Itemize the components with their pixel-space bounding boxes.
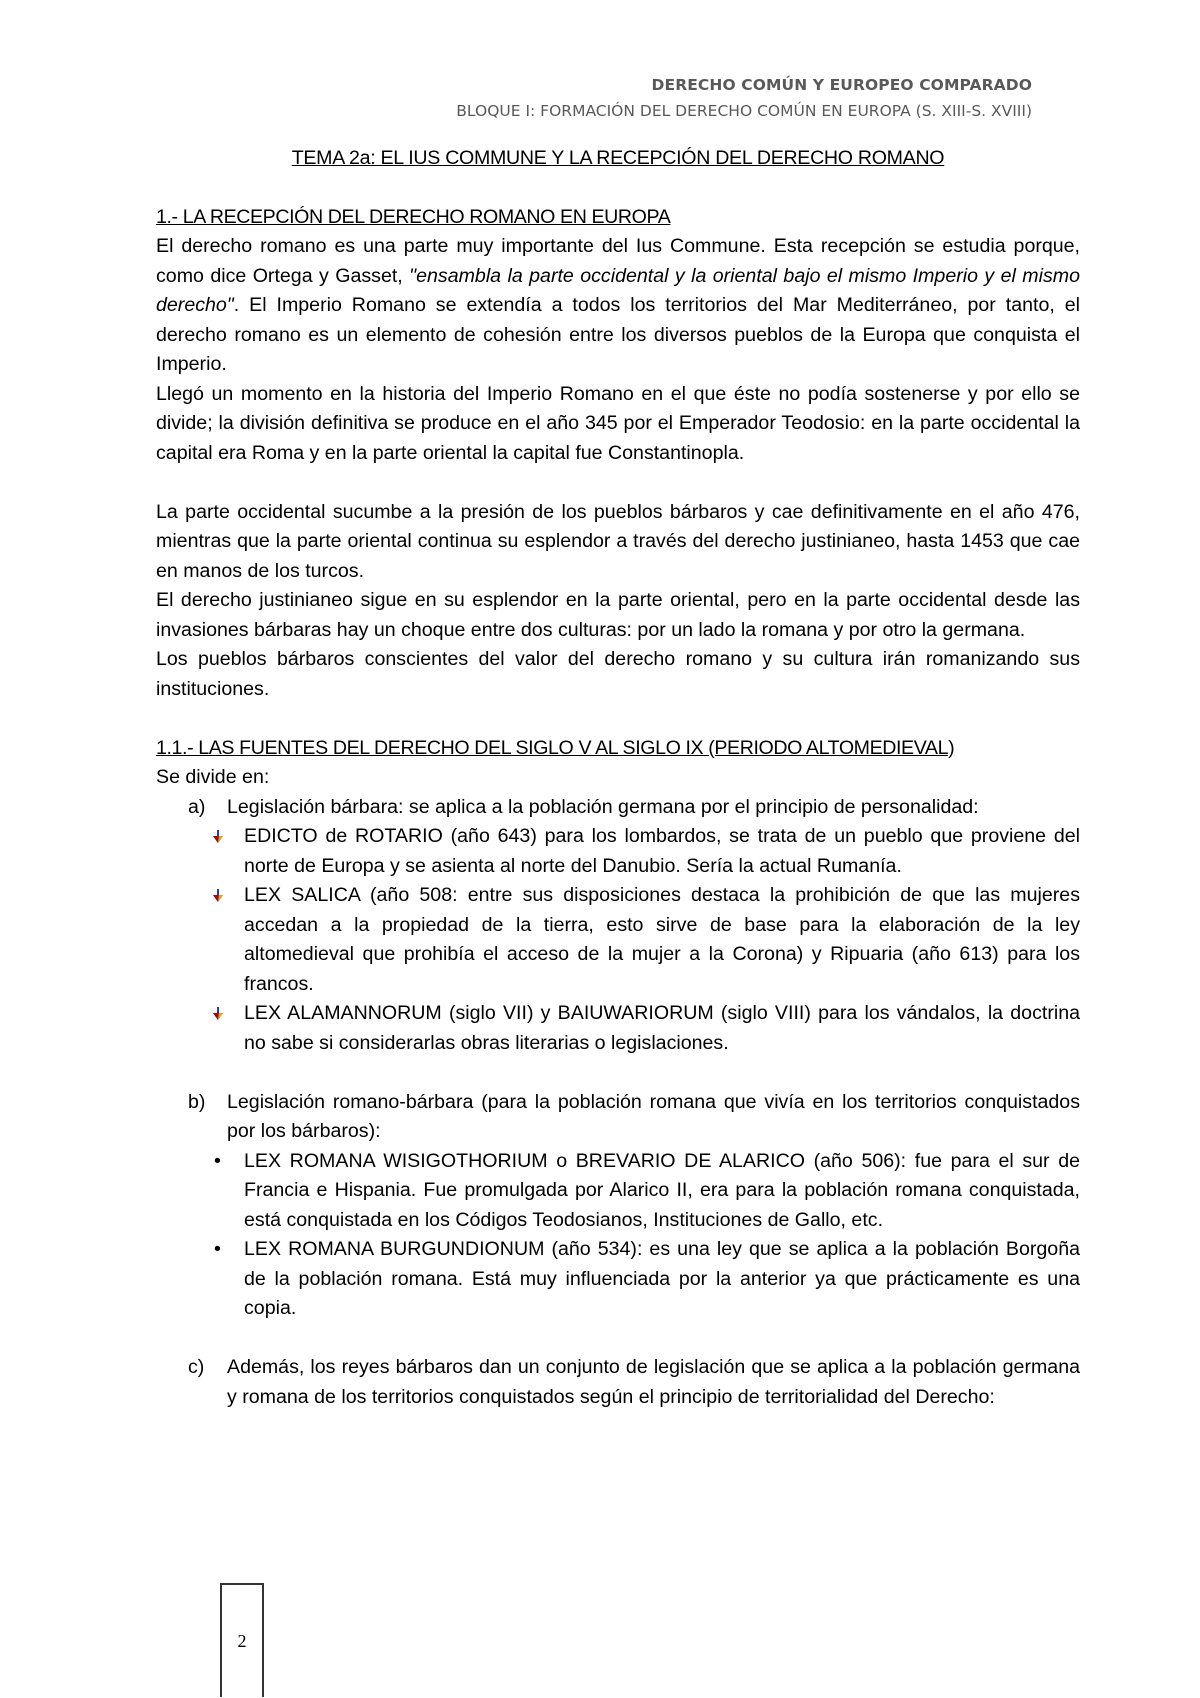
paragraph-1 xyxy=(156,232,1080,380)
bullet-text: EDICTO de ROTARIO (año 643) para los lombardos, se trata de un pueblo que proviene del norte de Europa y se asienta al norte del Danubio. Sería la actual Rumanía. xyxy=(244,825,1080,877)
document-body xyxy=(156,144,1080,1412)
bullet-text: LEX SALICA (año 508: entre sus disposiciones destaca la prohibición de que las mujeres accedan a la propiedad de la tierra, esto sirve de base para la elaboración de la ley altomedieval que prohibía el acceso de la mujer a la Corona) y Ripuaria (año 613) para los francos. xyxy=(244,884,1080,995)
page-number-box xyxy=(220,1583,264,1697)
page-header xyxy=(456,72,1032,124)
paragraph-3: La parte occidental sucumbe a la presión de los pueblos bárbaros y cae definitivamente en el año 476, mientras que la parte oriental continua su esplendor a través del derecho justinianeo, hasta 1453 que cae en manos de los turcos. xyxy=(156,500,1080,582)
document-title: TEMA 2a: EL IUS COMMUNE Y LA RECEPCIÓN DEL DERECHO ROMANO xyxy=(291,147,945,169)
sub-list-b xyxy=(156,1147,1080,1324)
bullet-item xyxy=(156,1147,1080,1236)
paragraph-1-text-a: El derecho romano es una parte muy importante del Ius Commune. Esta recepción se estudia porque, como dice Ortega y Gasset, xyxy=(156,235,1080,287)
section-intro: Se divide en: xyxy=(156,766,270,788)
page-number: 2 xyxy=(237,1631,247,1651)
dot-bullet-icon: • xyxy=(214,1238,221,1260)
header-course-title: DERECHO COMÚN Y EUROPEO COMPARADO xyxy=(651,76,1032,94)
paragraph-2: Llegó un momento en la historia del Imperio Romano en el que éste no podía sostenerse y por ello se divide; la división definitiva se produce en el año 345 por el Emperador Teodosio: en la parte occidental la capital era Roma y en la parte oriental la capital fue Constantinopla. xyxy=(156,382,1080,464)
list-item-c xyxy=(156,1353,1080,1412)
list-marker-c: c) xyxy=(188,1356,205,1378)
source-list-b xyxy=(156,1088,1080,1147)
list-item-a xyxy=(156,793,1080,823)
list-item-b xyxy=(156,1088,1080,1147)
paragraph-4: El derecho justinianeo sigue en su esplendor en la parte oriental, pero en la parte occidental desde las invasiones bárbaras hay un choque entre dos culturas: por un lado la romana y por otro la germana. xyxy=(156,589,1080,641)
list-item-c-text: Además, los reyes bárbaros dan un conjunto de legislación que se aplica a la población germana y romana de los territorios conquistados según el principio de territorialidad del Derecho: xyxy=(227,1356,1080,1408)
source-list xyxy=(156,793,1080,823)
bullet-text: LEX ROMANA BURGUNDIONUM (año 534): es una ley que se aplica a la población Borgoña de la población romana. Está muy influenciada por la anterior ya que prácticamente es una copia. xyxy=(244,1238,1080,1319)
list-item-a-text: Legislación bárbara: se aplica a la población germana por el principio de personalidad: xyxy=(227,795,979,818)
section-heading-1-1: 1.1.- LAS FUENTES DEL DERECHO DEL SIGLO V AL SIGLO IX (PERIODO ALTOMEDIEVAL) xyxy=(156,736,955,759)
dot-bullet-icon: • xyxy=(214,1149,221,1172)
paragraph-1-quote: "ensambla la parte occidental y la oriental bajo el mismo Imperio y el mismo derecho" xyxy=(156,264,1080,316)
arrow-down-bullet-icon xyxy=(210,828,226,844)
bullet-item xyxy=(156,881,1080,999)
arrow-down-bullet-icon xyxy=(210,1005,226,1021)
section-heading-1: 1.- LA RECEPCIÓN DEL DERECHO ROMANO EN EUROPA xyxy=(156,205,671,228)
bullet-text: LEX ROMANA WISIGOTHORIUM o BREVARIO DE ALARICO (año 506): fue para el sur de Francia e Hispania. Fue promulgada por Alarico II, era para la población romana conquistada, está conquistada en los Códigos Teodosianos, Instituciones de Gallo, etc. xyxy=(244,1149,1080,1231)
paragraph-1-text-b: . El Imperio Romano se extendía a todos los territorios del Mar Mediterráneo, por tanto, el derecho romano es un elemento de cohesión entre los diversos pueblos de la Europa que conquista el Imperio. xyxy=(156,294,1080,375)
arrow-down-bullet-icon xyxy=(210,887,226,903)
source-list-c xyxy=(156,1353,1080,1412)
bullet-item xyxy=(156,822,1080,881)
list-marker-b: b) xyxy=(188,1090,206,1113)
bullet-text: LEX ALAMANNORUM (siglo VII) y BAIUWARIORUM (siglo VIII) para los vándalos, la doctrina no sabe si considerarlas obras literarias o legislaciones. xyxy=(244,1002,1080,1054)
paragraph-5: Los pueblos bárbaros conscientes del valor del derecho romano y su cultura irán romanizando sus instituciones. xyxy=(156,648,1080,700)
bullet-item xyxy=(156,999,1080,1058)
list-marker-a: a) xyxy=(188,795,206,818)
bullet-item xyxy=(156,1235,1080,1324)
list-item-b-text: Legislación romano-bárbara (para la población romana que vivía en los territorios conquistados por los bárbaros): xyxy=(227,1090,1080,1142)
header-block-title: BLOQUE I: FORMACIÓN DEL DERECHO COMÚN EN EUROPA (S. XIII-S. XVIII) xyxy=(456,102,1032,120)
sub-list-a xyxy=(156,822,1080,1058)
